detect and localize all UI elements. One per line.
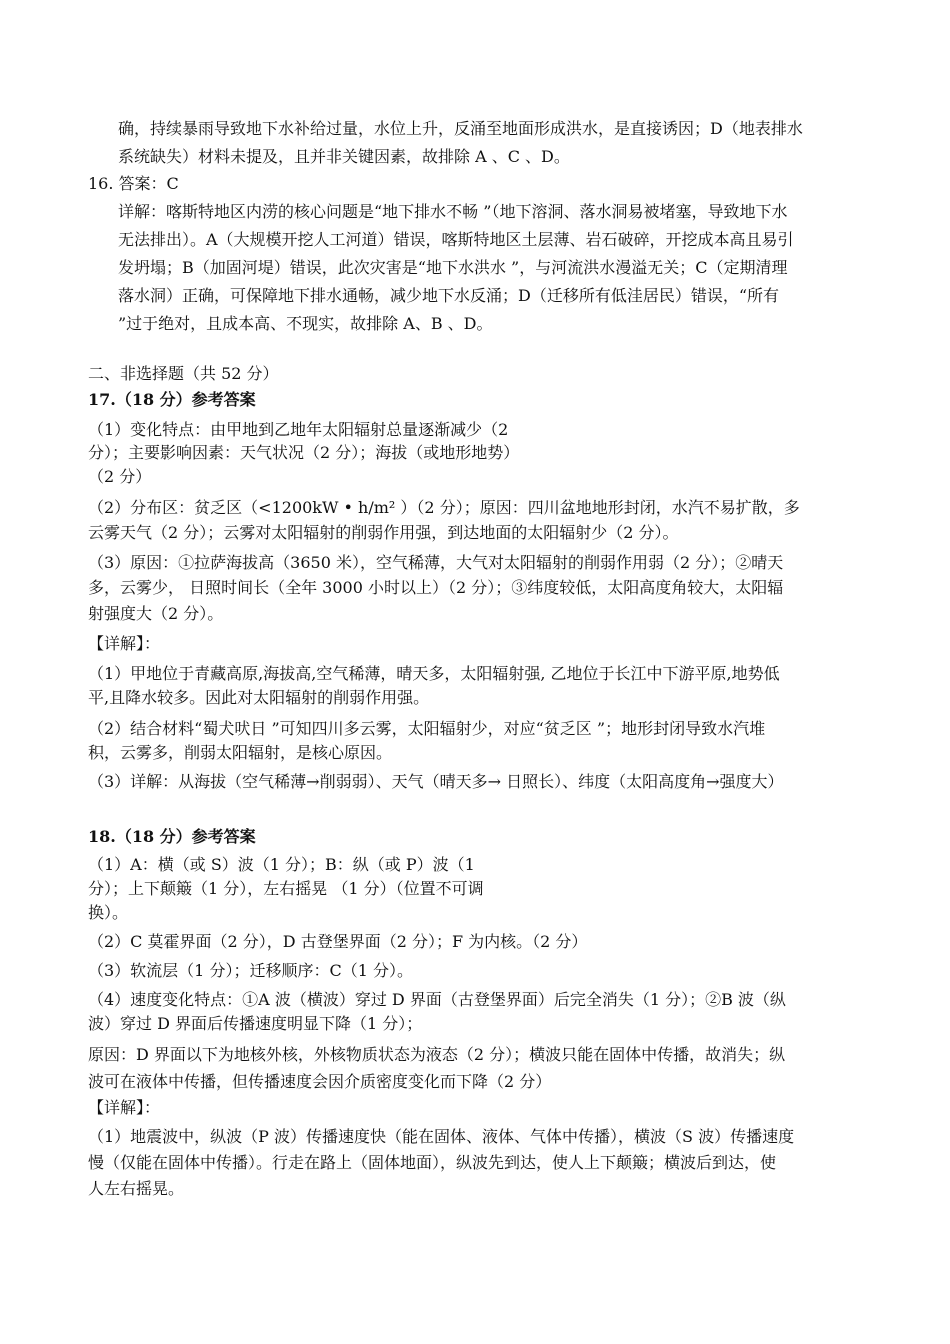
q18-answer-1-line-1: （1）A：横（或 S）波（1 分）；B：纵（或 P）波（1 — [88, 855, 475, 874]
section-2-title: 二、非选择题（共 52 分） — [88, 364, 279, 383]
q17-detail-2-line-2: 积，云雾多，削弱太阳辐射，是核心原因。 — [88, 743, 393, 762]
q16-detail-line-3: 发坍塌；B（加固河堤）错误，此次灾害是“地下水洪水 ”，与河流洪水漫溢无关；C（定期清理 — [118, 258, 788, 277]
q17-answer-3-line-2: 多，云雾少， 日照时间长（全年 3000 小时以上）（2 分）；③纬度较低，太阳高度角较大，太阳辐 — [88, 578, 784, 597]
q16-detail-line-2: 无法排出）。A（大规模开挖人工河道）错误，喀斯特地区土层薄、岩石破碎，开挖成本高且易引 — [118, 230, 794, 249]
q16-detail-line-5: ”过于绝对，且成本高、不现实，故排除 A、B 、D。 — [118, 314, 493, 333]
q16-detail-line-4: 落水洞）正确，可保障地下排水通畅，减少地下水反涌；D（迁移所有低洼居民）错误，“所有 — [118, 286, 780, 305]
q17-detail-3-line-1: （3）详解：从海拔（空气稀薄→削弱弱）、天气（晴天多→ 日照长）、纬度（太阳高度角→强度大） — [88, 772, 784, 791]
q18-reason-line-2: 波可在液体中传播，但传播速度会因介质密度变化而下降（2 分） — [88, 1072, 552, 1091]
q17-detail-1-line-1: （1）甲地位于青藏高原,海拔高,空气稀薄，晴天多，太阳辐射强, 乙地位于长江中下游平原,地势低 — [88, 664, 780, 683]
q15-explanation-line-2: 系统缺失）材料未提及，且并非关键因素，故排除 A 、C 、D。 — [118, 147, 570, 166]
q18-heading: 18.（18 分）参考答案 — [88, 827, 256, 846]
q17-heading: 17.（18 分）参考答案 — [88, 390, 256, 409]
q18-answer-2: （2）C 莫霍界面（2 分），D 古登堡界面（2 分）；F 为内核。（2 分） — [88, 932, 588, 951]
q17-answer-3-line-1: （3）原因：①拉萨海拔高（3650 米），空气稀薄，大气对太阳辐射的削弱作用弱（2 分）；②晴天 — [88, 553, 784, 572]
q18-answer-4-line-1: （4）速度变化特点：①A 波（横波）穿过 D 界面（古登堡界面）后完全消失（1 分）；②B 波（纵 — [88, 990, 786, 1009]
q18-answer-4-line-2: 波）穿过 D 界面后传播速度明显下降（1 分）； — [88, 1014, 423, 1033]
q18-reason-line-1: 原因：D 界面以下为地核外核，外核物质状态为液态（2 分）；横波只能在固体中传播，故消失；纵 — [88, 1045, 786, 1064]
q18-answer-3: （3）软流层（1 分）；迁移顺序：C（1 分）。 — [88, 961, 413, 980]
q18-answer-1-line-2: 分）；上下颠簸（1 分），左右摇晃 （1 分）（位置不可调 — [88, 879, 484, 898]
q17-answer-3-line-3: 射强度大（2 分）。 — [88, 604, 224, 623]
q17-answer-1-line-2: 分）；主要影响因素：天气状况（2 分）；海拔（或地形地势） — [88, 443, 520, 462]
q17-answer-1-line-3: （2 分） — [88, 467, 152, 486]
q16-detail-line-1: 详解：喀斯特地区内涝的核心问题是“地下排水不畅 ”（地下溶洞、落水洞易被堵塞，导致地下水 — [118, 202, 788, 221]
q18-detail-1-line-1: （1）地震波中，纵波（P 波）传播速度快（能在固体、液体、气体中传播），横波（S 波）传播速度 — [88, 1127, 795, 1146]
q17-answer-2-line-1: （2）分布区：贫乏区（<1200kW • h/m² ）（2 分）；原因：四川盆地地形封闭，水汽不易扩散，多 — [88, 498, 800, 517]
q17-answer-1-line-1: （1）变化特点：由甲地到乙地年太阳辐射总量逐渐减少（2 — [88, 420, 509, 439]
q15-explanation-line-1: 确，持续暴雨导致地下水补给过量，水位上升，反涌至地面形成洪水，是直接诱因；D（地表排水 — [118, 119, 803, 138]
q17-detail-label: 【详解】： — [88, 634, 161, 653]
q16-answer: 16. 答案：C — [88, 174, 179, 193]
q18-detail-1-line-3: 人左右摇晃。 — [88, 1179, 185, 1198]
q17-detail-2-line-1: （2）结合材料“蜀犬吠日 ”可知四川多云雾，太阳辐射少，对应“贫乏区 ”；地形封闭导致水汽堆 — [88, 719, 766, 738]
q18-detail-1-line-2: 慢（仅能在固体中传播）。行走在路上（固体地面），纵波先到达，使人上下颠簸；横波后到达，使 — [88, 1153, 777, 1172]
q17-detail-1-line-2: 平,且降水较多。因此对太阳辐射的削弱作用强。 — [88, 688, 430, 707]
q18-answer-1-line-3: 换）。 — [88, 903, 129, 922]
q18-detail-label: 【详解】： — [88, 1098, 161, 1117]
q17-answer-2-line-2: 云雾天气（2 分）；云雾对太阳辐射的削弱作用强，到达地面的太阳辐射少（2 分）。 — [88, 523, 679, 542]
